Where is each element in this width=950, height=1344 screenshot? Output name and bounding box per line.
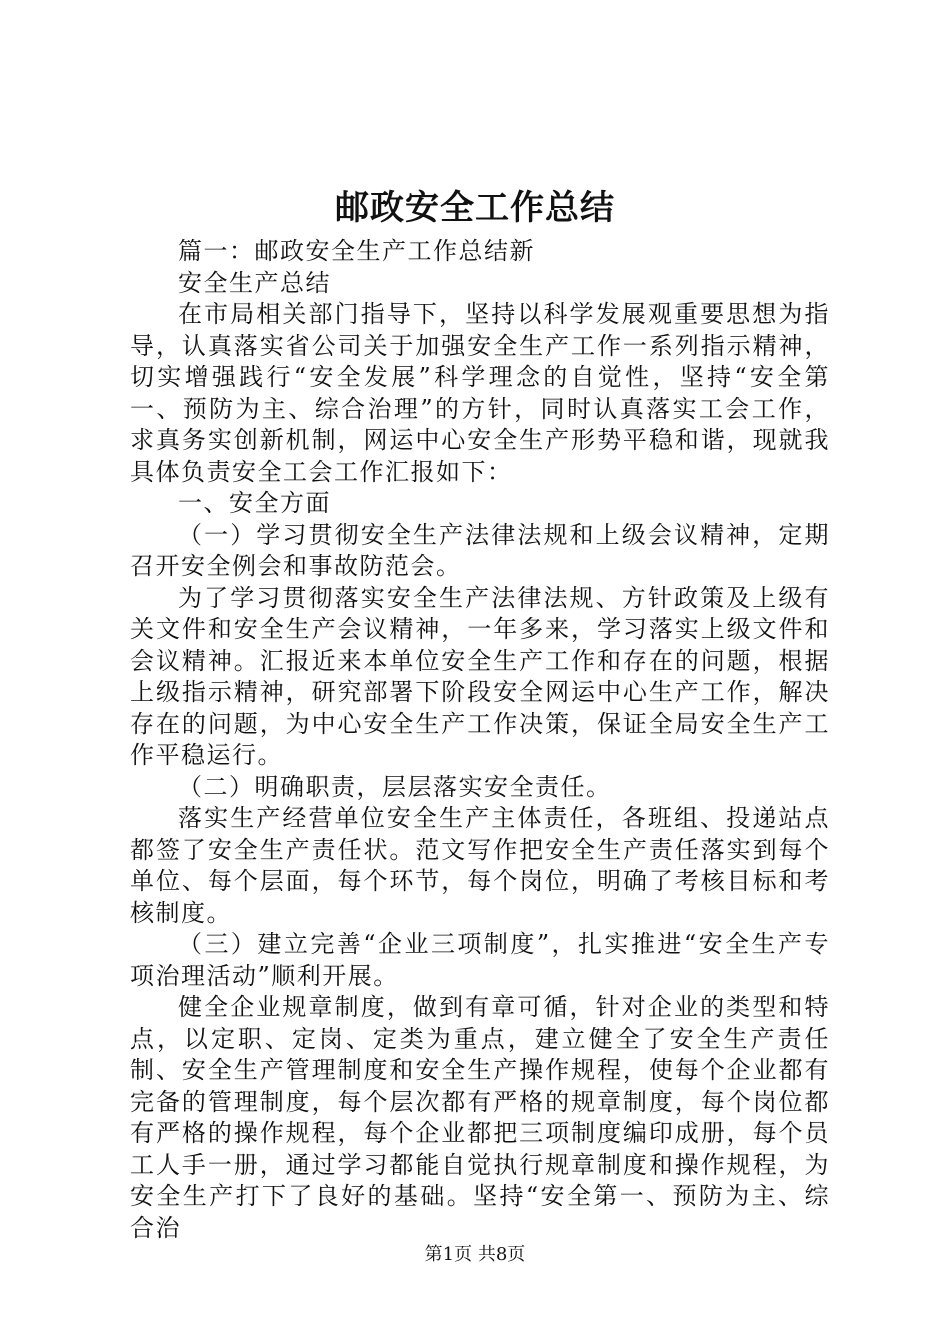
paragraph-section-heading: 一、安全方面 [178,489,331,517]
paragraph-item-2-body: 落实生产经营单位安全生产主体责任，各班组、投递站点都签了安全生产责任状。范文写作把安全生产责任落实到每个单位、每个层面，每个环节，每个岗位，明确了考核目标和考核制度。 [130,804,830,927]
document-body [130,236,830,1244]
paragraph-subtitle: 安全生产总结 [178,268,331,297]
page-footer: 第1页 共8页 [424,1244,526,1265]
paragraph-chapter-heading: 篇一：邮政安全生产工作总结新 [178,237,535,265]
paragraph-item-1-body: 为了学习贯彻落实安全生产法律法规、方针政策及上级有关文件和安全生产会议精神，一年多来，学习落实上级文件和会议精神。汇报近来本单位安全生产工作和存在的问题，根据上级指示精神，研究部署下阶段安全网运中心生产工作，解决存在的问题，为中心安全生产工作决策，保证全局安全生产工作平稳运行。 [130,583,830,769]
paragraph-item-3-heading: （三）建立完善“企业三项制度”，扎实推进“安全生产专项治理活动”顺利开展。 [130,930,830,990]
paragraph-item-2-heading: （二）明确职责，层层落实安全责任。 [178,772,612,801]
paragraph-intro: 在市局相关部门指导下，坚持以科学发展观重要思想为指导，认真落实省公司关于加强安全生产工作一系列指示精神，切实增强践行“安全发展”科学理念的自觉性，坚持“安全第一、预防为主、综合治理”的方针，同时认真落实工会工作，求真务实创新机制，网运中心安全生产形势平稳和谐，现就我具体负责安全工会工作汇报如下： [130,300,830,486]
document-title: 邮政安全工作总结 [335,188,615,228]
paragraph-item-1-heading: （一）学习贯彻安全生产法律法规和上级会议精神，定期召开安全例会和事故防范会。 [130,520,830,580]
paragraph-item-3-body: 健全企业规章制度，做到有章可循，针对企业的类型和特点，以定职、定岗、定类为重点，建立健全了安全生产责任制、安全生产管理制度和安全生产操作规程，使每个企业都有完备的管理制度，每个层次都有严格的规章制度，每个岗位都有严格的操作规程，每个企业都把三项制度编印成册，每个员工人手一册，通过学习都能自觉执行规章制度和操作规程，为安全生产打下了良好的基础。坚持“安全第一、预防为主、综合治 [130,993,830,1242]
